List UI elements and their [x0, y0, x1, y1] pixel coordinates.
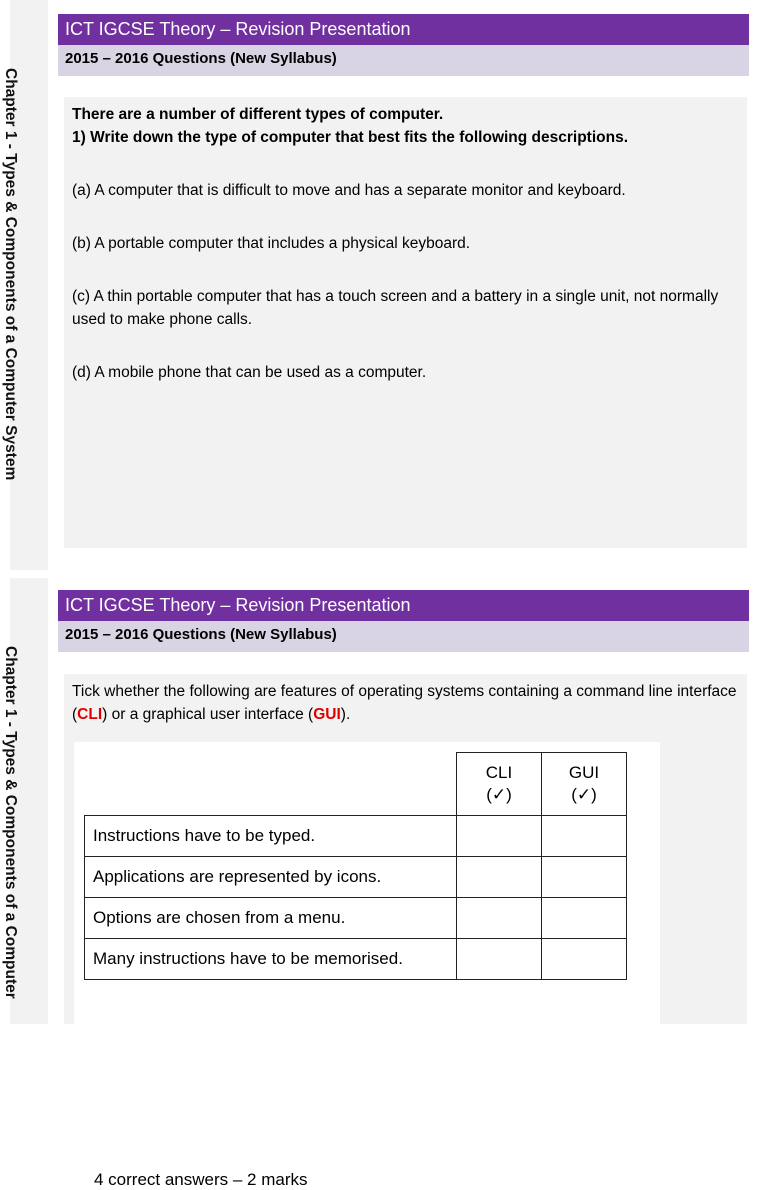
tick-table-image — [74, 742, 660, 1189]
question-part-d: (d) A mobile phone that can be used as a computer. — [72, 364, 427, 381]
question-part-b: (b) A portable computer that includes a physical keyboard. — [72, 235, 471, 252]
slide-2 — [0, 578, 768, 1189]
question-part-c: (c) A thin portable computer that has a touch screen and a battery in a single unit, not normally used to make phone calls. — [72, 288, 719, 328]
cli-tick-cell[interactable] — [457, 939, 542, 980]
row-feature: Many instructions have to be memorised. — [85, 939, 457, 980]
question-intro: There are a number of different types of computer. — [72, 106, 444, 123]
tick-instruction: Tick whether the following are features of operating systems containing a command line interface (CLI) or a graphical user interface (GUI). — [72, 683, 737, 723]
slide-title: ICT IGCSE Theory – Revision Presentation — [58, 14, 749, 45]
gui-tick-cell[interactable] — [542, 857, 627, 898]
row-feature: Options are chosen from a menu. — [85, 898, 457, 939]
row-feature: Applications are represented by icons. — [85, 857, 457, 898]
gui-tick-cell[interactable] — [542, 939, 627, 980]
chapter-side-label: Chapter 1 - Types & Components of a Computer — [2, 646, 19, 999]
slide-title: ICT IGCSE Theory – Revision Presentation — [58, 590, 749, 621]
question-prompt: 1) Write down the type of computer that best fits the following descriptions. — [72, 129, 629, 146]
table-header-blank — [85, 753, 457, 816]
table-row — [85, 816, 627, 857]
question-content — [64, 97, 747, 548]
row-feature: Instructions have to be typed. — [85, 816, 457, 857]
cli-tick-cell[interactable] — [457, 816, 542, 857]
table-row — [85, 857, 627, 898]
slide-subtitle: 2015 – 2016 Questions (New Syllabus) — [58, 45, 749, 76]
cli-highlight: CLI — [77, 706, 103, 723]
cli-tick-cell[interactable] — [457, 898, 542, 939]
question-part-a: (a) A computer that is difficult to move and has a separate monitor and keyboard. — [72, 182, 626, 199]
table-header-gui: GUI (✓) — [542, 753, 627, 816]
chapter-side-label: Chapter 1 - Types & Components of a Computer System — [2, 68, 19, 481]
table-row — [85, 939, 627, 980]
cli-tick-cell[interactable] — [457, 857, 542, 898]
tick-table — [84, 752, 627, 980]
gui-tick-cell[interactable] — [542, 898, 627, 939]
slide-subtitle: 2015 – 2016 Questions (New Syllabus) — [58, 621, 749, 652]
table-header-cli: CLI (✓) — [457, 753, 542, 816]
table-row — [85, 898, 627, 939]
gui-highlight: GUI — [313, 706, 341, 723]
marks-note: 4 correct answers – 2 marks — [94, 1170, 308, 1189]
slide-1 — [0, 0, 768, 570]
gui-tick-cell[interactable] — [542, 816, 627, 857]
